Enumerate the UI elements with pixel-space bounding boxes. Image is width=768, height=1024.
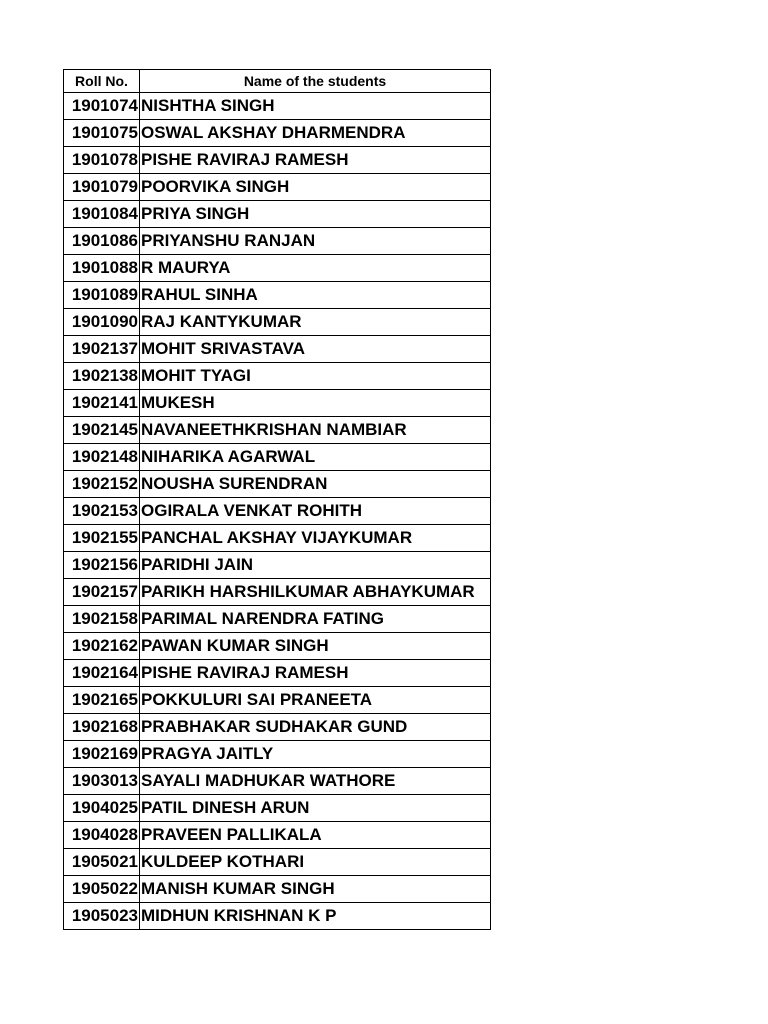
roll-number-cell: 1905023 [64, 903, 140, 930]
table-row [64, 795, 491, 822]
student-name-cell: PRIYA SINGH [140, 201, 491, 228]
student-name-cell: PARIDHI JAIN [140, 552, 491, 579]
table-row [64, 741, 491, 768]
student-name-cell: MANISH KUMAR SINGH [140, 876, 491, 903]
roll-number-cell: 1902148 [64, 444, 140, 471]
student-name-cell: R MAURYA [140, 255, 491, 282]
student-name-cell: PATIL DINESH ARUN [140, 795, 491, 822]
table-row [64, 228, 491, 255]
roll-number-cell: 1903013 [64, 768, 140, 795]
table-row [64, 903, 491, 930]
roll-number-cell: 1904025 [64, 795, 140, 822]
roll-number-cell: 1901075 [64, 120, 140, 147]
roll-number-cell: 1905021 [64, 849, 140, 876]
student-name-cell: RAJ KANTYKUMAR [140, 309, 491, 336]
student-name-cell: SAYALI MADHUKAR WATHORE [140, 768, 491, 795]
student-name-cell: NIHARIKA AGARWAL [140, 444, 491, 471]
column-header-roll-no: Roll No. [64, 70, 140, 93]
roll-number-cell: 1901086 [64, 228, 140, 255]
column-header-student-name: Name of the students [140, 70, 491, 93]
roll-number-cell: 1902152 [64, 471, 140, 498]
table-row [64, 93, 491, 120]
roll-number-cell: 1902169 [64, 741, 140, 768]
roll-number-cell: 1902157 [64, 579, 140, 606]
roll-number-cell: 1902138 [64, 363, 140, 390]
table-row [64, 174, 491, 201]
table-row [64, 822, 491, 849]
student-name-cell: MUKESH [140, 390, 491, 417]
student-name-cell: PISHE RAVIRAJ RAMESH [140, 660, 491, 687]
student-name-cell: PRAGYA JAITLY [140, 741, 491, 768]
table-row [64, 120, 491, 147]
header-row [64, 70, 491, 93]
table-row [64, 282, 491, 309]
table-row [64, 606, 491, 633]
table-row [64, 309, 491, 336]
table-row [64, 201, 491, 228]
student-name-cell: NISHTHA SINGH [140, 93, 491, 120]
student-name-cell: OGIRALA VENKAT ROHITH [140, 498, 491, 525]
student-name-cell: PRAVEEN PALLIKALA [140, 822, 491, 849]
student-name-cell: PRABHAKAR SUDHAKAR GUND [140, 714, 491, 741]
table-row [64, 687, 491, 714]
table-row [64, 363, 491, 390]
table-row [64, 714, 491, 741]
roll-number-cell: 1902165 [64, 687, 140, 714]
student-name-cell: RAHUL SINHA [140, 282, 491, 309]
student-name-cell: POORVIKA SINGH [140, 174, 491, 201]
table-row [64, 390, 491, 417]
student-name-cell: MOHIT SRIVASTAVA [140, 336, 491, 363]
roll-number-cell: 1904028 [64, 822, 140, 849]
roll-number-cell: 1901090 [64, 309, 140, 336]
table-row [64, 444, 491, 471]
roll-number-cell: 1902153 [64, 498, 140, 525]
student-name-cell: PARIKH HARSHILKUMAR ABHAYKUMAR [140, 579, 491, 606]
student-name-cell: MOHIT TYAGI [140, 363, 491, 390]
roll-number-cell: 1901084 [64, 201, 140, 228]
roll-number-cell: 1902145 [64, 417, 140, 444]
table-row [64, 417, 491, 444]
table-row [64, 255, 491, 282]
roll-number-cell: 1905022 [64, 876, 140, 903]
roll-number-cell: 1902162 [64, 633, 140, 660]
roll-number-cell: 1902158 [64, 606, 140, 633]
table-row [64, 579, 491, 606]
table-row [64, 552, 491, 579]
table-body [64, 93, 491, 930]
table-row [64, 498, 491, 525]
student-name-cell: PAWAN KUMAR SINGH [140, 633, 491, 660]
student-name-cell: NOUSHA SURENDRAN [140, 471, 491, 498]
roll-number-cell: 1901088 [64, 255, 140, 282]
student-name-cell: POKKULURI SAI PRANEETA [140, 687, 491, 714]
student-name-cell: PARIMAL NARENDRA FATING [140, 606, 491, 633]
student-name-cell: NAVANEETHKRISHAN NAMBIAR [140, 417, 491, 444]
roll-number-cell: 1902155 [64, 525, 140, 552]
table-row [64, 768, 491, 795]
student-name-cell: PANCHAL AKSHAY VIJAYKUMAR [140, 525, 491, 552]
table-row [64, 147, 491, 174]
table-row [64, 471, 491, 498]
roll-number-cell: 1902156 [64, 552, 140, 579]
roll-number-cell: 1902168 [64, 714, 140, 741]
student-name-cell: MIDHUN KRISHNAN K P [140, 903, 491, 930]
roll-number-cell: 1901079 [64, 174, 140, 201]
roll-number-cell: 1902137 [64, 336, 140, 363]
student-name-cell: PISHE RAVIRAJ RAMESH [140, 147, 491, 174]
table-row [64, 876, 491, 903]
roll-number-cell: 1901078 [64, 147, 140, 174]
roll-number-cell: 1901089 [64, 282, 140, 309]
student-roster-table [63, 69, 491, 930]
table-header [64, 70, 491, 93]
roll-number-cell: 1901074 [64, 93, 140, 120]
student-name-cell: OSWAL AKSHAY DHARMENDRA [140, 120, 491, 147]
table-row [64, 849, 491, 876]
table-row [64, 633, 491, 660]
table-row [64, 525, 491, 552]
table-row [64, 336, 491, 363]
roll-number-cell: 1902164 [64, 660, 140, 687]
student-name-cell: KULDEEP KOTHARI [140, 849, 491, 876]
roll-number-cell: 1902141 [64, 390, 140, 417]
table-row [64, 660, 491, 687]
student-name-cell: PRIYANSHU RANJAN [140, 228, 491, 255]
